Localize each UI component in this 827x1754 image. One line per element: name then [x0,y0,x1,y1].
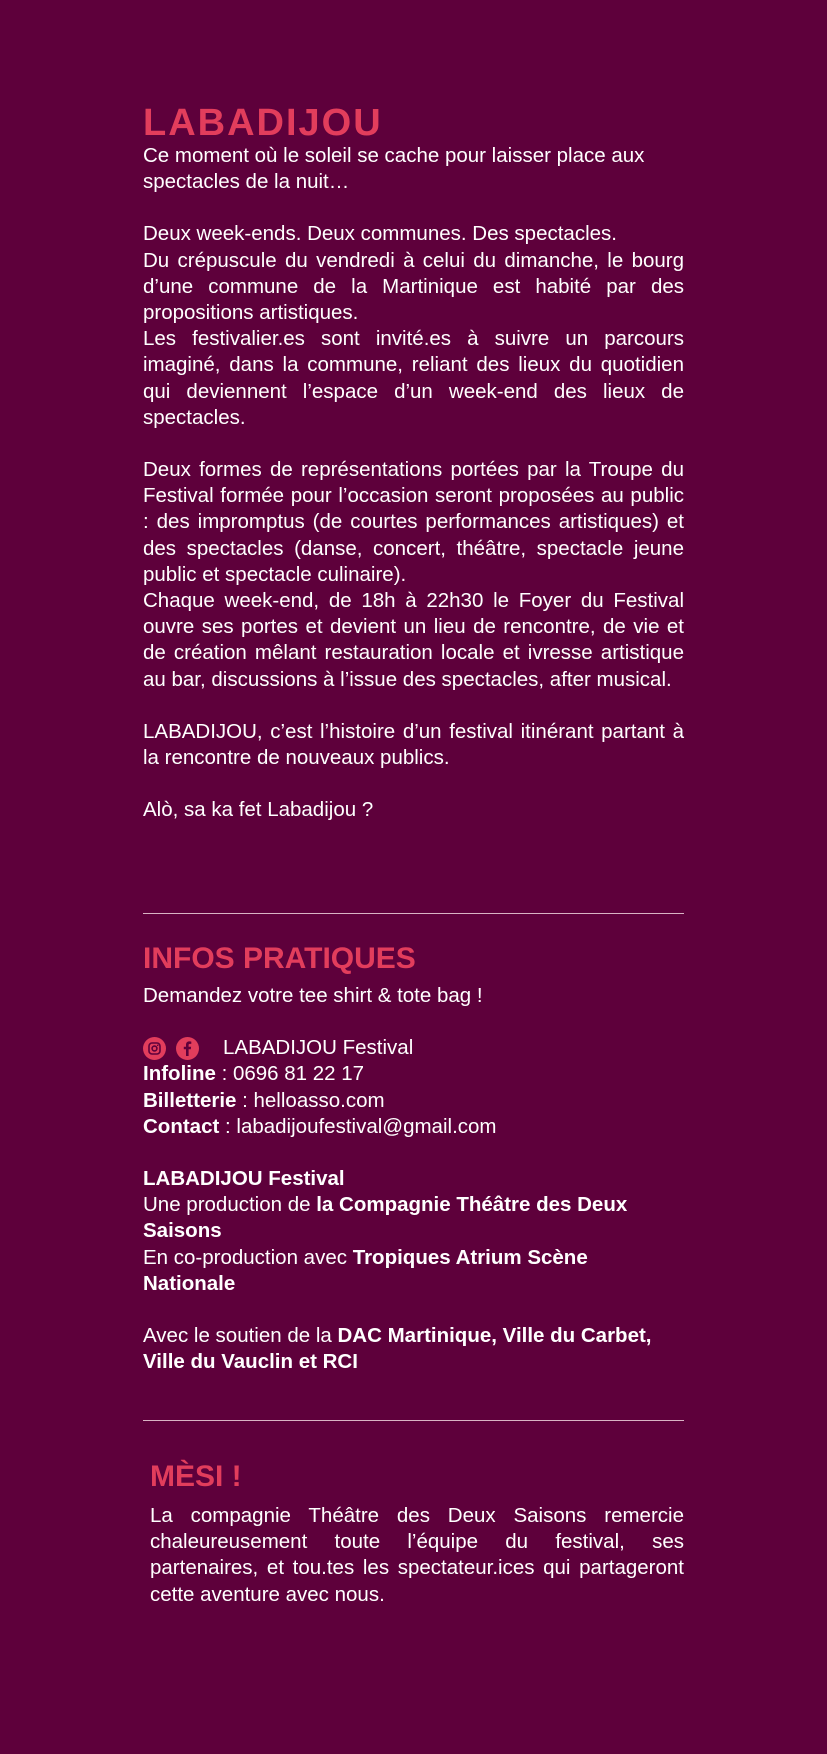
festival-name [143,1166,684,1192]
merch-text: Demandez votre tee shirt & tote bag ! [143,984,483,1007]
thanks-text: La compagnie Théâtre des Deux Saisons remercie chaleureusement toute l’équipe du festival, ses partenaires, et tou.tes les spectateur.ices qui partageront cette aventure avec nous. [150,1504,684,1606]
production-company: la Compagnie Théâtre des Deux Saisons [143,1193,628,1243]
production-line [143,1192,684,1244]
coproduction-partner: Tropiques Atrium Scène Nationale [143,1245,588,1295]
intro-paragraph-1: Ce moment où le soleil se cache pour laisser place aux spectacles de la nuit… [143,144,645,194]
intro-paragraph-7: LABADIJOU, c’est l’histoire d’un festival itinérant partant à la rencontre de nouveaux publics. [143,719,684,770]
contact-label: Contact [143,1114,220,1138]
divider-1 [143,913,684,914]
infoline-line [143,1061,684,1087]
intro-paragraph-4: Les festivalier.es sont invité.es à suivre un parcours imaginé, dans la commune, reliant des lieux du quotidien qui deviennent l’espace d’un week-end des lieux de spectacles. [143,327,684,429]
billetterie-value: : helloasso.com [236,1088,385,1112]
intro-paragraph-2: Deux week-ends. Deux communes. Des spectacles. [143,222,617,246]
facebook-icon[interactable] [176,1037,199,1060]
infoline-value: : 0696 81 22 17 [215,1062,365,1086]
social-row [143,1035,684,1061]
thanks-heading: MÈSI ! [150,1460,242,1493]
intro-paragraph-6: Chaque week-end, de 18h à 22h30 le Foyer du Festival ouvre ses portes et devient un lieu de rencontre, de vie et de création mêlant restauration locale et ivresse artistique au bar, discussions à l’issue des spectacles, after musical. [143,589,684,691]
billetterie-label: Billetterie [143,1088,237,1112]
production-prefix: Une production de [143,1193,317,1217]
intro-section [143,103,684,823]
festival-title: LABADIJOU [143,102,383,144]
contact-line [143,1114,684,1140]
infoline-label: Infoline [143,1062,216,1086]
support-prefix: Avec le soutien de la [143,1324,338,1348]
billetterie-line [143,1088,684,1114]
support-line [143,1323,684,1375]
intro-paragraph-3: Du crépuscule du vendredi à celui du dimanche, le bourg d’une commune de la Martinique est habité par des propositions artistiques. [143,248,684,325]
divider-2 [143,1420,684,1421]
social-label: LABADIJOU Festival [223,1036,414,1060]
coproduction-line [143,1245,684,1297]
contact-value: : labadijoufestival@gmail.com [219,1114,497,1138]
coproduction-prefix: En co-production avec [143,1245,353,1269]
thanks-section [150,1461,684,1608]
support-partners: DAC Martinique, Ville du Carbet, Ville du Vauclin et RCI [143,1324,652,1374]
intro-paragraph-8: Alò, sa ka fet Labadijou ? [143,798,374,822]
intro-paragraph-5: Deux formes de représentations portées par la Troupe du Festival formée pour l’occasion seront proposées au public : des impromptus (de courtes performances artistiques) et des spectacles (danse, concert, théâtre, spectacle jeune public et spectacle culinaire). [143,458,684,586]
festival-name-text: LABADIJOU Festival [143,1167,345,1191]
instagram-icon[interactable] [143,1037,166,1060]
infos-heading: INFOS PRATIQUES [143,942,416,975]
infos-section [143,943,684,1375]
